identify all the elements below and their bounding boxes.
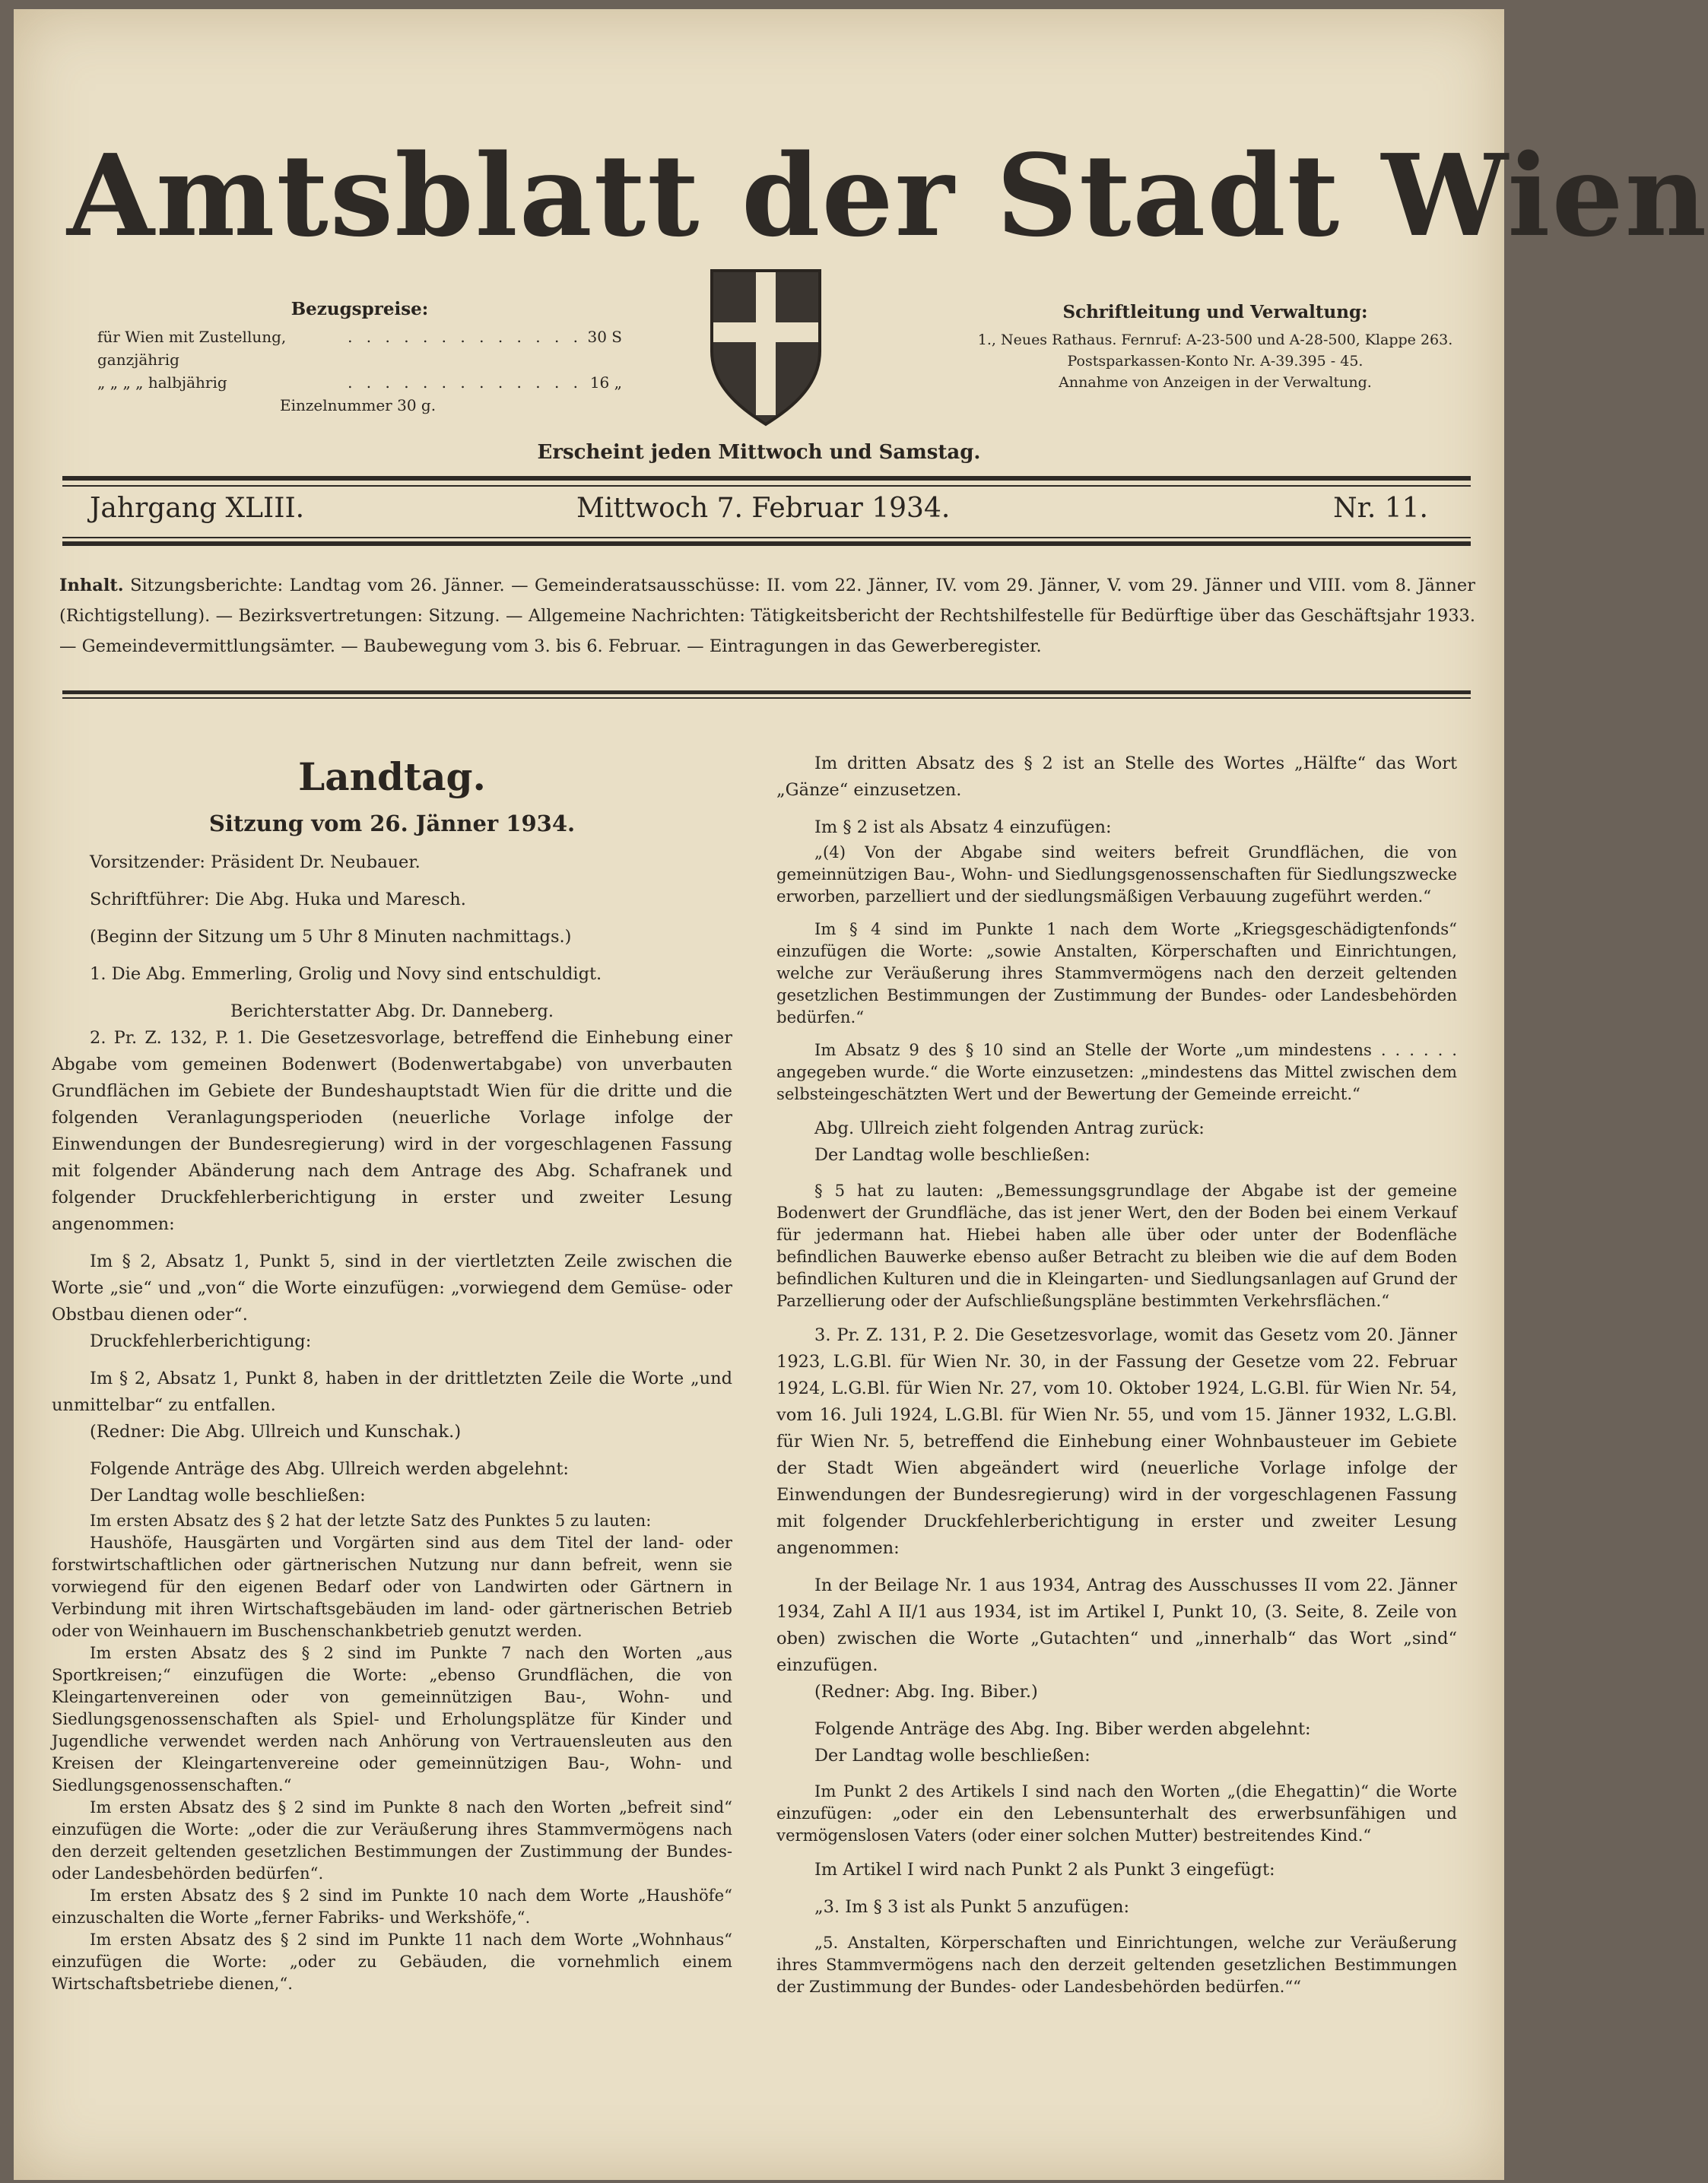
paragraph: Schriftführer: Die Abg. Huka und Maresch. (90, 890, 466, 909)
paragraph: § 5 hat zu lauten: „Bemessungsgrundlage der Abgabe ist der gemeine Bodenwert der Grundfläche, das ist jener Wert, den der Boden bei einem Verkauf für jedermann hat. Hiebei haben alle über oder unter der Bodenfläche befindlichen Bauwerke ebenso außer Betracht zu bleiben wie die auf dem Boden befindlichen Kulturen und die in Kleingarten- und Siedlungsanlagen auf Grund der Parzellierung oder der Aufschließungspläne bestimmten Verkehrsflächen.“ (776, 1181, 1457, 1310)
price-value: 30 S (587, 328, 622, 346)
paragraph: Im Punkt 2 des Artikels I sind nach den Worten „(die Ehegattin)“ die Worte einzufügen: „oder ein den Lebensunterhalt des erwerbsunfähigen und vermögenslosen Vaters (oder einer solchen Mutter) bestreitendes Kind.“ (776, 1782, 1457, 1845)
paragraph: Im § 4 sind im Punkte 1 nach dem Worte „Kriegsgeschädigtenfonds“ einzufügen die Worte: „sowie Anstalten, Körperschaften und Einrichtungen, welche zur Veräußerung ihres Stammvermögens nach den derzeit geltenden gesetzlichen Bestimmungen der Zustimmung der Bundes- oder Landesbehörden bedürfen.“ (776, 919, 1457, 1026)
paragraph: Vorsitzender: Präsident Dr. Neubauer. (90, 852, 421, 872)
session-heading: Sitzung vom 26. Jänner 1934. (208, 811, 576, 836)
divider-rule (62, 690, 1471, 694)
dot-leader: . . . . . . . . . . . . . (348, 373, 583, 392)
single-issue-price: Einzelnummer 30 g. (280, 396, 437, 414)
paragraph: Im § 2, Absatz 1, Punkt 8, haben in der drittletzten Zeile die Worte „und unmittelbar“ zu entfallen. (52, 1369, 732, 1415)
left-column (52, 750, 732, 1994)
paragraph: (Beginn der Sitzung um 5 Uhr 8 Minuten nachmittags.) (90, 927, 572, 947)
paragraph: Im ersten Absatz des § 2 sind im Punkte 8 nach den Worten „befreit sind“ einzufügen die Worte: „oder die zur Veräußerung ihres Stammvermögens nach den derzeit geltenden gesetzlichen Bestimmungen der Zustimmung der Bundes- oder Landesbehörden bedürfen“. (52, 1797, 732, 1883)
price-label: „ „ „ „ halbjährig (97, 373, 227, 392)
paragraph: 1. Die Abg. Emmerling, Grolig und Novy sind entschuldigt. (90, 964, 602, 984)
paragraph: Im ersten Absatz des § 2 sind im Punkte 10 nach dem Worte „Haushöfe“ einzuschalten die Worte „ferner Fabriks- und Werkshöfe,“. (52, 1886, 732, 1927)
editorial-office (949, 302, 1481, 393)
editorial-account: Postsparkassen-Konto Nr. A-39.395 - 45. (1067, 353, 1364, 370)
paragraph: „(4) Von der Abgabe sind weiters befreit Grundflächen, die von gemeinnützigen Bau-, Wohn- und Siedlungsgenossenschaften für Siedlungszwecke erworben, parzelliert und der siedlungsmäßigen Verbauung zugeführt werden.“ (776, 842, 1457, 906)
issue-number: Nr. 11. (1333, 493, 1428, 524)
table-of-contents (59, 570, 1475, 662)
paragraph: „3. Im § 3 ist als Punkt 5 anzufügen: (814, 1897, 1130, 1917)
paragraph: Folgende Anträge des Abg. Ing. Biber werden abgelehnt: (814, 1719, 1311, 1739)
paragraph: Berichterstatter Abg. Dr. Danneberg. (230, 1001, 554, 1021)
editorial-ads: Annahme von Anzeigen in der Verwaltung. (1059, 374, 1372, 391)
right-column (776, 750, 1457, 1997)
paragraph: Haushöfe, Hausgärten und Vorgärten sind aus dem Titel der land- oder forstwirtschaftlichen oder gärtnerischen Nutzung nur dann befreit, wenn sie vorwiegend für den eigenen Bedarf oder von Landwirten oder Gärtnern in Verbindung mit ihren Wirtschaftsgebäuden im land- oder gärtnerischen Betrieb oder von Weinhauern im Buschenschankbetrieb genutzt werden. (52, 1533, 732, 1640)
paragraph: Im dritten Absatz des § 2 ist an Stelle des Wortes „Hälfte“ das Wort „Gänze“ einzusetzen. (776, 754, 1457, 800)
paragraph: Im Artikel I wird nach Punkt 2 als Punkt 3 eingefügt: (814, 1860, 1275, 1880)
price-row (97, 325, 622, 371)
paragraph: In der Beilage Nr. 1 aus 1934, Antrag des Ausschusses II vom 22. Jänner 1934, Zahl A II/1 aus 1934, ist im Artikel I, Punkt 10, (3. Seite, 8. Zeile von oben) zwischen die Worte „Gutachten“ und „innerhalb“ das Wort „sind“ einzufügen. (776, 1575, 1457, 1675)
paragraph: Im Absatz 9 des § 10 sind an Stelle der Worte „um mindestens . . . . . . angegeben wurde.“ die Worte einzusetzen: „mindestens das Mittel zwischen dem selbsteingeschätzten Wert und der Bewertung der Gemeinde erreicht.“ (776, 1040, 1457, 1103)
paragraph: 2. Pr. Z. 132, P. 1. Die Gesetzesvorlage, betreffend die Einhebung einer Abgabe vom gemeinen Bodenwert (Bodenwertabgabe) von unverbauten Grundflächen im Gebiete der Bundeshauptstadt Wien für die dritte und die folgenden Veranlagungsperioden (neuerliche Vorlage infolge der Einwendungen der Bundesregierung) wird in der vorgeschlagenen Fassung mit folgender Abänderung nach dem Antrage des Abg. Schafranek und folgender Druckfehlerberichtigung in erster und zweiter Lesung angenommen: (52, 1028, 732, 1234)
issue-date: Mittwoch 7. Februar 1934. (576, 493, 951, 524)
subscription-heading: Bezugspreise: (290, 299, 429, 319)
paragraph: (Redner: Abg. Ing. Biber.) (814, 1682, 1038, 1702)
contents-text: Sitzungsberichte: Landtag vom 26. Jänner. — Gemeinderatsausschüsse: II. vom 22. Jänner, IV. vom 29. Jänner, V. vom 29. Jänner und VIII. vom 8. Jänner (Richtigstellung). — Bezirksvertretungen: Sitzung. — Allgemeine Nachrichten: Tätigkeitsbericht der Rechtshilfestelle für Bedürftige über das Geschäftsjahr 1933. — Gemeindevermittlungsämter. — Baubewegung vom 3. bis 6. Februar. — Eintragungen in das Gewerberegister. (59, 576, 1475, 656)
paragraph: „5. Anstalten, Körperschaften und Einrichtungen, welche zur Veräußerung ihres Stammvermögens nach den derzeit geltenden gesetzlichen Bestimmungen der Zustimmung der Bundes- oder Landesbehörden bedürfen.““ (776, 1933, 1457, 1996)
paragraph: Im ersten Absatz des § 2 hat der letzte Satz des Punktes 5 zu lauten: (90, 1511, 652, 1530)
masthead-title: Amtsblatt der Stadt Wien (67, 129, 1708, 262)
divider-rule (62, 537, 1471, 538)
paragraph: Der Landtag wolle beschließen: (90, 1486, 366, 1506)
divider-rule (62, 485, 1471, 487)
paragraph: Im ersten Absatz des § 2 sind im Punkte 7 nach den Worten „aus Sportkreisen;“ einzufügen die Worte: „ebenso Grundflächen, die von Kleingartenvereinen oder von gemeinnützigen Bau-, Wohn- und Siedlungsgenossenschaften als Spiel- und Erholungsplätze für Kinder und Jugendliche verwendet werden nach Anhörung von Vertrauensleuten aus den Kreisen der Kleingartenvereine oder gemeinnützigen Bau-, Wohn- und Siedlungsgenossenschaften.“ (52, 1643, 732, 1794)
paragraph: Abg. Ullreich zieht folgenden Antrag zurück: (814, 1118, 1205, 1138)
paragraph: (Redner: Die Abg. Ullreich und Kunschak.) (90, 1422, 462, 1442)
paragraph: Im § 2, Absatz 1, Punkt 5, sind in der viertletzten Zeile zwischen die Worte „sie“ und „von“ die Worte einzufügen: „vorwiegend dem Gemüse- oder Obstbau dienen oder“. (52, 1252, 732, 1325)
divider-rule (62, 476, 1471, 481)
price-value: 16 „ (589, 373, 622, 392)
contents-label: Inhalt. (59, 576, 124, 595)
editorial-address: 1., Neues Rathaus. Fernruf: A-23-500 und A-28-500, Klappe 263. (977, 332, 1453, 348)
paragraph: Folgende Anträge des Abg. Ullreich werden abgelehnt: (90, 1459, 570, 1479)
subscription-prices (97, 298, 622, 417)
price-row (97, 371, 622, 394)
paragraph: Im ersten Absatz des § 2 sind im Punkte 11 nach dem Worte „Wohnhaus“ einzufügen die Worte: „oder zu Gebäuden, die vornehmlich einem Wirtschaftsbetriebe dienen,“. (52, 1930, 732, 1993)
issue-line (90, 493, 1428, 529)
issue-volume: Jahrgang XLIII. (90, 493, 305, 524)
publication-schedule: Erscheint jeden Mittwoch und Samstag. (537, 441, 981, 464)
newspaper-page (14, 9, 1708, 2180)
editorial-heading: Schriftleitung und Verwaltung: (1062, 302, 1368, 322)
divider-rule (62, 541, 1471, 546)
paragraph: 3. Pr. Z. 131, P. 2. Die Gesetzesvorlage, womit das Gesetz vom 20. Jänner 1923, L.G.Bl. für Wien Nr. 30, in der Fassung der Gesetze vom 22. Februar 1924, L.G.Bl. für Wien Nr. 27, vom 10. Oktober 1924, L.G.Bl. für Wien Nr. 54, vom 16. Juli 1924, L.G.Bl. für Wien Nr. 55, und vom 15. Jänner 1932, L.G.Bl. für Wien Nr. 5, betreffend die Einhebung einer Wohnbausteuer im Gebiete der Stadt Wien abgeändert wird (neuerliche Vorlage infolge der Einwendungen der Bundesregierung) wird in der vorgeschlagenen Fassung mit folgender Druckfehlerberichtigung in erster und zweiter Lesung angenommen: (776, 1325, 1457, 1558)
paragraph: Der Landtag wolle beschließen: (814, 1746, 1091, 1766)
divider-rule (62, 697, 1471, 699)
paragraph: Im § 2 ist als Absatz 4 einzufügen: (814, 817, 1112, 837)
section-heading: Landtag. (298, 754, 486, 799)
vienna-coat-of-arms-icon (709, 268, 823, 427)
dot-leader: . . . . . . . . . . . . . (348, 328, 583, 346)
price-label: für Wien mit Zustellung, ganzjährig (97, 328, 287, 369)
paragraph: Der Landtag wolle beschließen: (814, 1145, 1091, 1165)
paragraph: Druckfehlerberichtigung: (90, 1331, 312, 1351)
